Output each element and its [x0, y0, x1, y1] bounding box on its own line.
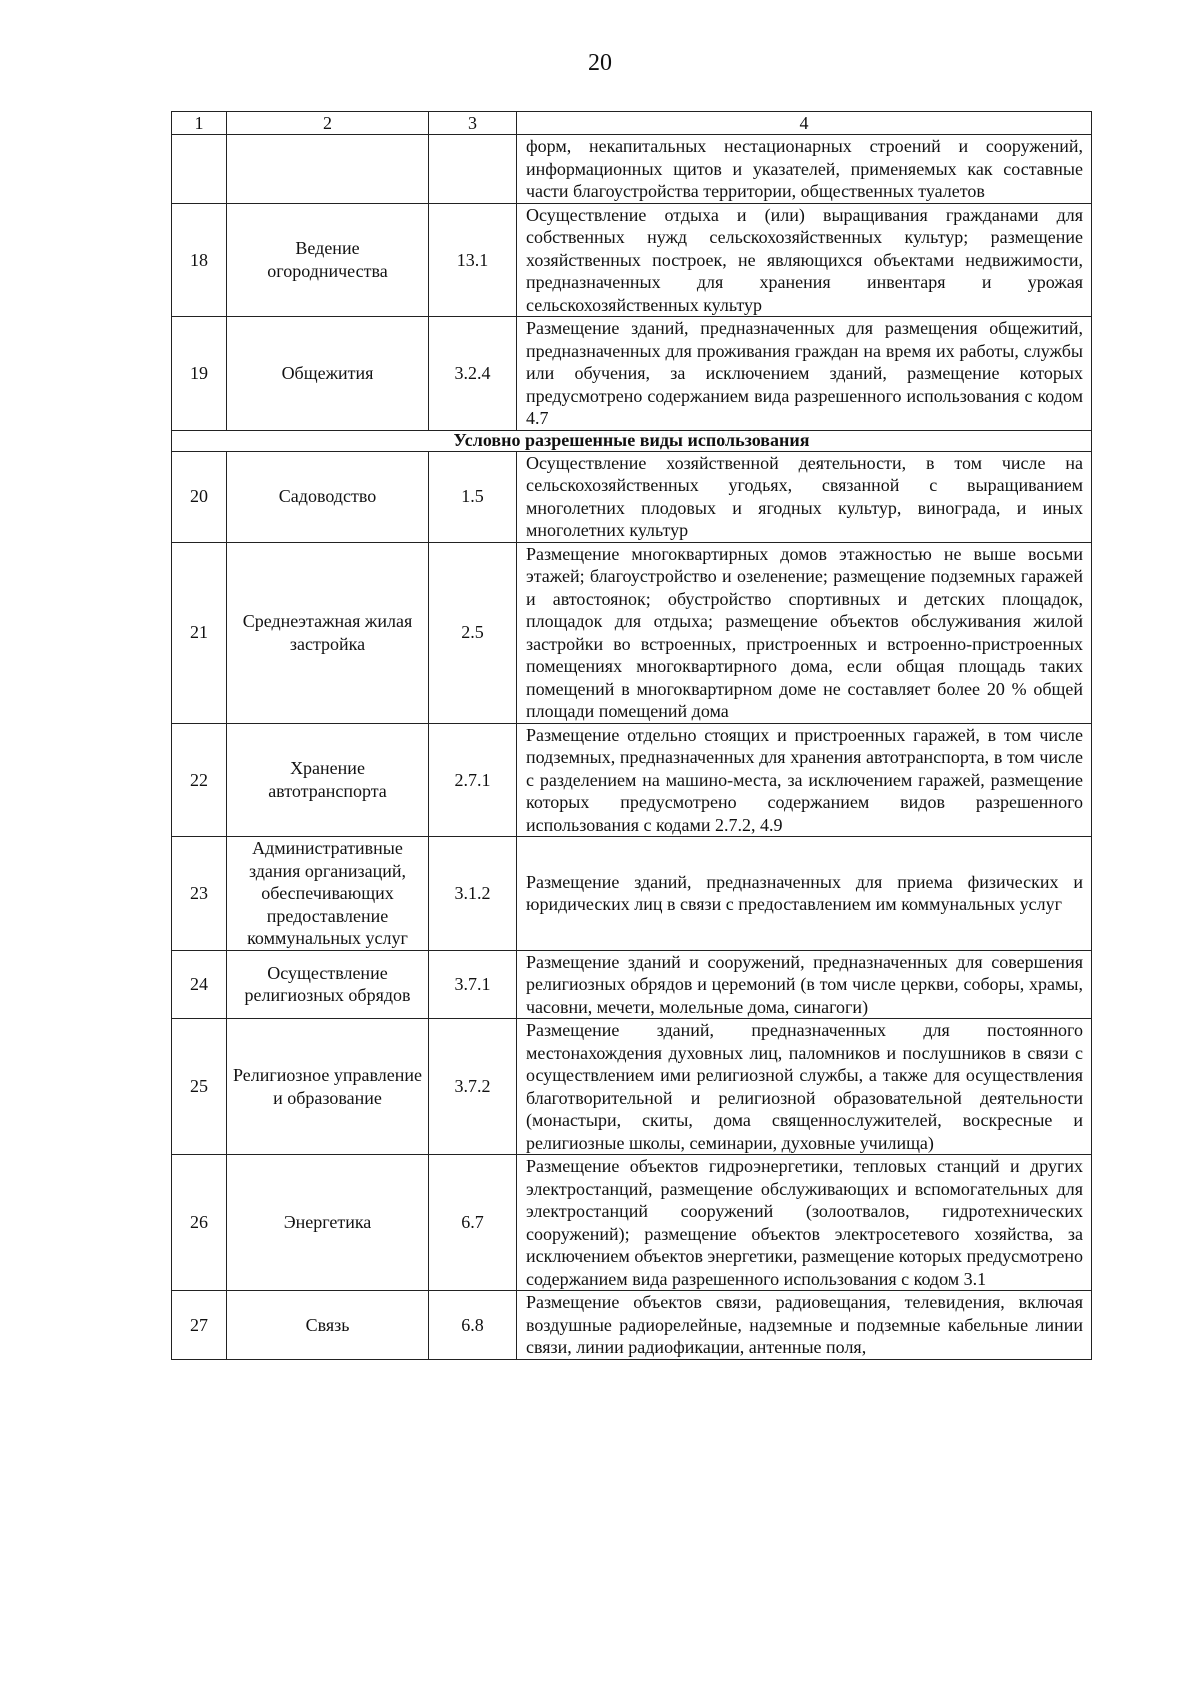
row-number: 24 [172, 950, 227, 1019]
row-number: 27 [172, 1291, 227, 1360]
row-code: 2.7.1 [429, 723, 517, 837]
row-number: 18 [172, 203, 227, 317]
row-description: Размещение объектов гидроэнергетики, тепловых станций и других электростанций, размещение обслуживающих и вспомогательных для электростанций сооружений (золоотвалов, гидротехнических сооружений); размещение объектов электросетевого хозяйства, за исключением объектов энергетики, размещение которых предусмотрено содержанием вида разрешенного использования с кодом 3.1 [517, 1155, 1092, 1291]
row-name: Ведение огородничества [227, 203, 429, 317]
row-code: 6.7 [429, 1155, 517, 1291]
row-name: Связь [227, 1291, 429, 1360]
row-name: Хранение автотранспорта [227, 723, 429, 837]
row-code: 3.7.1 [429, 950, 517, 1019]
row-name: Религиозное управление и образование [227, 1019, 429, 1155]
row-description: Размещение многоквартирных домов этажностью не выше восьми этажей; благоустройство и озеленение; размещение подземных гаражей и автостоянок; обустройство спортивных и детских площадок, площадок для отдыха; размещение объектов обслуживания жилой застройки во встроенных, пристроенных и встроенно-пристроенных помещениях многоквартирного дома, если общая площадь таких помещений в многоквартирном доме не составляет более 20 % общей площади помещений дома [517, 542, 1092, 723]
row-code: 3.7.2 [429, 1019, 517, 1155]
table-row [172, 723, 1092, 837]
table-row [172, 203, 1092, 317]
row-description: форм, некапитальных нестационарных строений и сооружений, информационных щитов и указателей, применяемых как составные части благоустройства территории, общественных туалетов [517, 135, 1092, 204]
row-number: 25 [172, 1019, 227, 1155]
table-row [172, 542, 1092, 723]
row-number: 19 [172, 317, 227, 431]
header-row [172, 112, 1092, 135]
row-code: 3.2.4 [429, 317, 517, 431]
land-use-table [171, 111, 1092, 1360]
row-description: Размещение зданий, предназначенных для приема физических и юридических лиц в связи с предоставлением им коммунальных услуг [517, 837, 1092, 951]
table-row [172, 317, 1092, 431]
table-row [172, 1019, 1092, 1155]
header-cell-code: 3 [429, 112, 517, 135]
row-code: 3.1.2 [429, 837, 517, 951]
table-row [172, 1155, 1092, 1291]
section-header-row [172, 430, 1092, 451]
table-row [172, 1291, 1092, 1360]
row-name: Энергетика [227, 1155, 429, 1291]
row-name [227, 135, 429, 204]
row-name: Среднеэтажная жилая застройка [227, 542, 429, 723]
row-code: 2.5 [429, 542, 517, 723]
header-cell-name: 2 [227, 112, 429, 135]
row-description: Размещение зданий, предназначенных для постоянного местонахождения духовных лиц, паломников и послушников в связи с осуществлением ими религиозной службы, а также для осуществления благотворительной и религиозной образовательной деятельности (монастыри, скиты, дома священнослужителей, воскресные и религиозные школы, семинарии, духовные училища) [517, 1019, 1092, 1155]
page-number: 20 [588, 50, 612, 76]
row-number: 26 [172, 1155, 227, 1291]
row-number: 21 [172, 542, 227, 723]
row-name: Осуществление религиозных обрядов [227, 950, 429, 1019]
row-description: Размещение объектов связи, радиовещания, телевидения, включая воздушные радиорелейные, надземные и подземные кабельные линии связи, линии радиофикации, антенные поля, [517, 1291, 1092, 1360]
row-description: Осуществление хозяйственной деятельности, в том числе на сельскохозяйственных угодьях, связанной с выращиванием многолетних плодовых и ягодных культур, винограда, и иных многолетних культур [517, 451, 1092, 542]
table-row [172, 451, 1092, 542]
row-number [172, 135, 227, 204]
row-description: Осуществление отдыха и (или) выращивания гражданами для собственных нужд сельскохозяйственных культур; размещение хозяйственных построек, не являющихся объектами недвижимости, предназначенных для хранения инвентаря и урожая сельскохозяйственных культур [517, 203, 1092, 317]
row-code: 1.5 [429, 451, 517, 542]
row-description: Размещение зданий и сооружений, предназначенных для совершения религиозных обрядов и церемоний (в том числе церкви, соборы, храмы, часовни, мечети, молельные дома, синагоги) [517, 950, 1092, 1019]
table-row [172, 837, 1092, 951]
row-code [429, 135, 517, 204]
header-cell-description: 4 [517, 112, 1092, 135]
row-code: 6.8 [429, 1291, 517, 1360]
row-name: Общежития [227, 317, 429, 431]
row-number: 23 [172, 837, 227, 951]
row-code: 13.1 [429, 203, 517, 317]
row-description: Размещение отдельно стоящих и пристроенных гаражей, в том числе подземных, предназначенных для хранения автотранспорта, в том числе с разделением на машино-места, за исключением гаражей, размещение которых предусмотрено содержанием видов разрешенного использования с кодами 2.7.2, 4.9 [517, 723, 1092, 837]
table-row-continued [172, 135, 1092, 204]
row-number: 20 [172, 451, 227, 542]
row-name: Административные здания организаций, обеспечивающих предоставление коммунальных услуг [227, 837, 429, 951]
row-number: 22 [172, 723, 227, 837]
row-name: Садоводство [227, 451, 429, 542]
table-row [172, 950, 1092, 1019]
row-description: Размещение зданий, предназначенных для размещения общежитий, предназначенных для проживания граждан на время их работы, службы или обучения, за исключением зданий, размещение которых предусмотрено содержанием вида разрешенного использования с кодом 4.7 [517, 317, 1092, 431]
header-cell-num: 1 [172, 112, 227, 135]
section-title: Условно разрешенные виды использования [172, 430, 1092, 451]
